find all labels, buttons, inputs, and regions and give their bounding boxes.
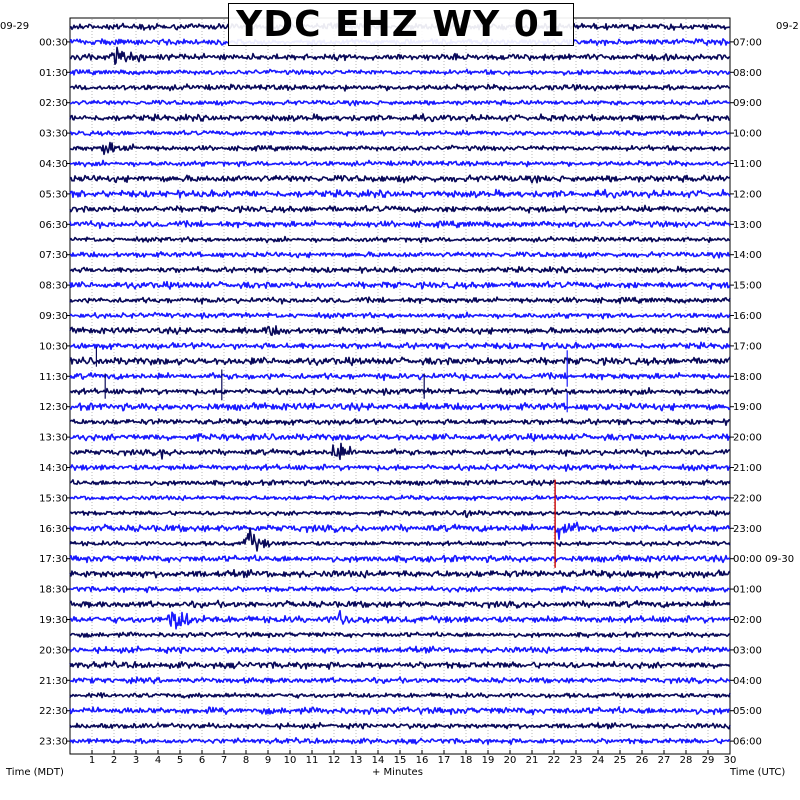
right-time-label: 06:00 [733,736,762,748]
x-tick-label: 28 [679,755,693,766]
right-time-label: 05:00 [733,706,762,718]
right-time-label: 08:00 [733,67,762,79]
x-tick-label: 7 [220,755,228,766]
x-tick-label: 19 [481,755,495,766]
x-tick-label: 16 [415,755,429,766]
left-time-label: 07:30 [39,250,68,262]
x-tick-label: 30 [723,755,737,766]
right-time-label: 14:00 [733,250,762,262]
left-time-label: 14:30 [39,463,68,474]
left-time-label: 22:30 [39,706,68,718]
right-time-label: 13:00 [733,219,762,231]
right-time-label: 23:00 [733,523,762,535]
right-time-label: 15:00 [733,280,762,292]
right-time-label: 11:00 [733,159,762,170]
x-tick-label: 4 [154,755,162,766]
right-time-label: 19:00 [733,402,762,414]
left-time-label: 06:30 [39,219,68,231]
x-tick-label: 12 [327,755,341,766]
x-tick-label: 15 [393,755,407,766]
left-time-label: 16:30 [39,523,68,535]
left-time-label: 12:30 [39,402,68,414]
left-time-label: 04:30 [39,159,68,170]
left-time-label: 19:30 [39,615,68,626]
left-time-label: 05:30 [39,189,68,201]
x-tick-label: 3 [132,755,140,766]
x-tick-label: 2 [110,755,118,766]
x-tick-label: 29 [701,755,715,766]
x-tick-label: 13 [349,755,363,766]
left-time-label: 13:30 [39,432,68,444]
x-tick-label: 18 [459,755,473,766]
left-time-label: 20:30 [39,645,68,657]
x-tick-label: 21 [525,755,539,766]
right-time-label: 21:00 [733,463,762,474]
x-tick-label: 24 [591,755,605,766]
x-tick-label: 23 [569,755,583,766]
right-time-label: 16:00 [733,311,762,322]
right-time-label: 18:00 [733,371,762,383]
left-time-label: 11:30 [39,371,68,383]
right-time-label: 00:00 09-30 [733,554,795,566]
left-time-axis [39,37,70,747]
right-axis-label: Time (UTC) [730,767,786,778]
start-date-left: 09-29 [0,21,30,32]
x-tick-label: 17 [437,755,451,766]
chart-title: YDC EHZ WY 01 [236,4,566,45]
left-time-label: 23:30 [39,736,68,748]
left-time-label: 17:30 [39,554,68,566]
x-tick-label: 5 [176,755,184,766]
left-time-label: 15:30 [39,493,68,505]
x-tick-label: 11 [305,755,319,766]
left-axis-label: Time (MDT) [6,767,64,778]
x-tick-label: 25 [613,755,627,766]
left-time-label: 10:30 [39,341,68,353]
x-tick-label: 9 [264,755,272,766]
right-time-label: 20:00 [733,432,762,444]
left-time-label: 18:30 [39,584,68,596]
left-time-label: 00:30 [39,37,68,49]
right-time-label: 17:00 [733,341,762,353]
left-time-label: 09:30 [39,311,68,322]
left-time-label: 03:30 [39,128,68,140]
right-time-label: 07:00 [733,37,762,49]
x-axis-label: + Minutes [372,767,423,778]
x-tick-label: 20 [503,755,517,766]
right-time-label: 09:00 [733,98,762,110]
right-time-label: 10:00 [733,128,762,140]
right-time-label: 03:00 [733,645,762,657]
x-tick-label: 10 [283,755,297,766]
right-time-label: 04:00 [733,675,762,687]
x-tick-label: 14 [371,755,385,766]
left-time-label: 02:30 [39,98,68,110]
right-time-label: 01:00 [733,584,762,596]
start-date-right: 09-2 [776,21,799,32]
right-time-axis [730,37,794,747]
left-time-label: 08:30 [39,280,68,292]
x-tick-label: 6 [198,755,206,766]
left-time-label: 01:30 [39,67,68,79]
left-time-label: 21:30 [39,675,68,687]
right-time-label: 22:00 [733,493,762,505]
x-tick-label: 8 [242,755,250,766]
right-time-label: 12:00 [733,189,762,201]
x-tick-label: 26 [635,755,649,766]
right-time-label: 02:00 [733,615,762,626]
x-tick-label: 22 [547,755,561,766]
x-tick-label: 1 [88,755,96,766]
x-tick-label: 27 [657,755,671,766]
chart-title-box [228,3,574,46]
